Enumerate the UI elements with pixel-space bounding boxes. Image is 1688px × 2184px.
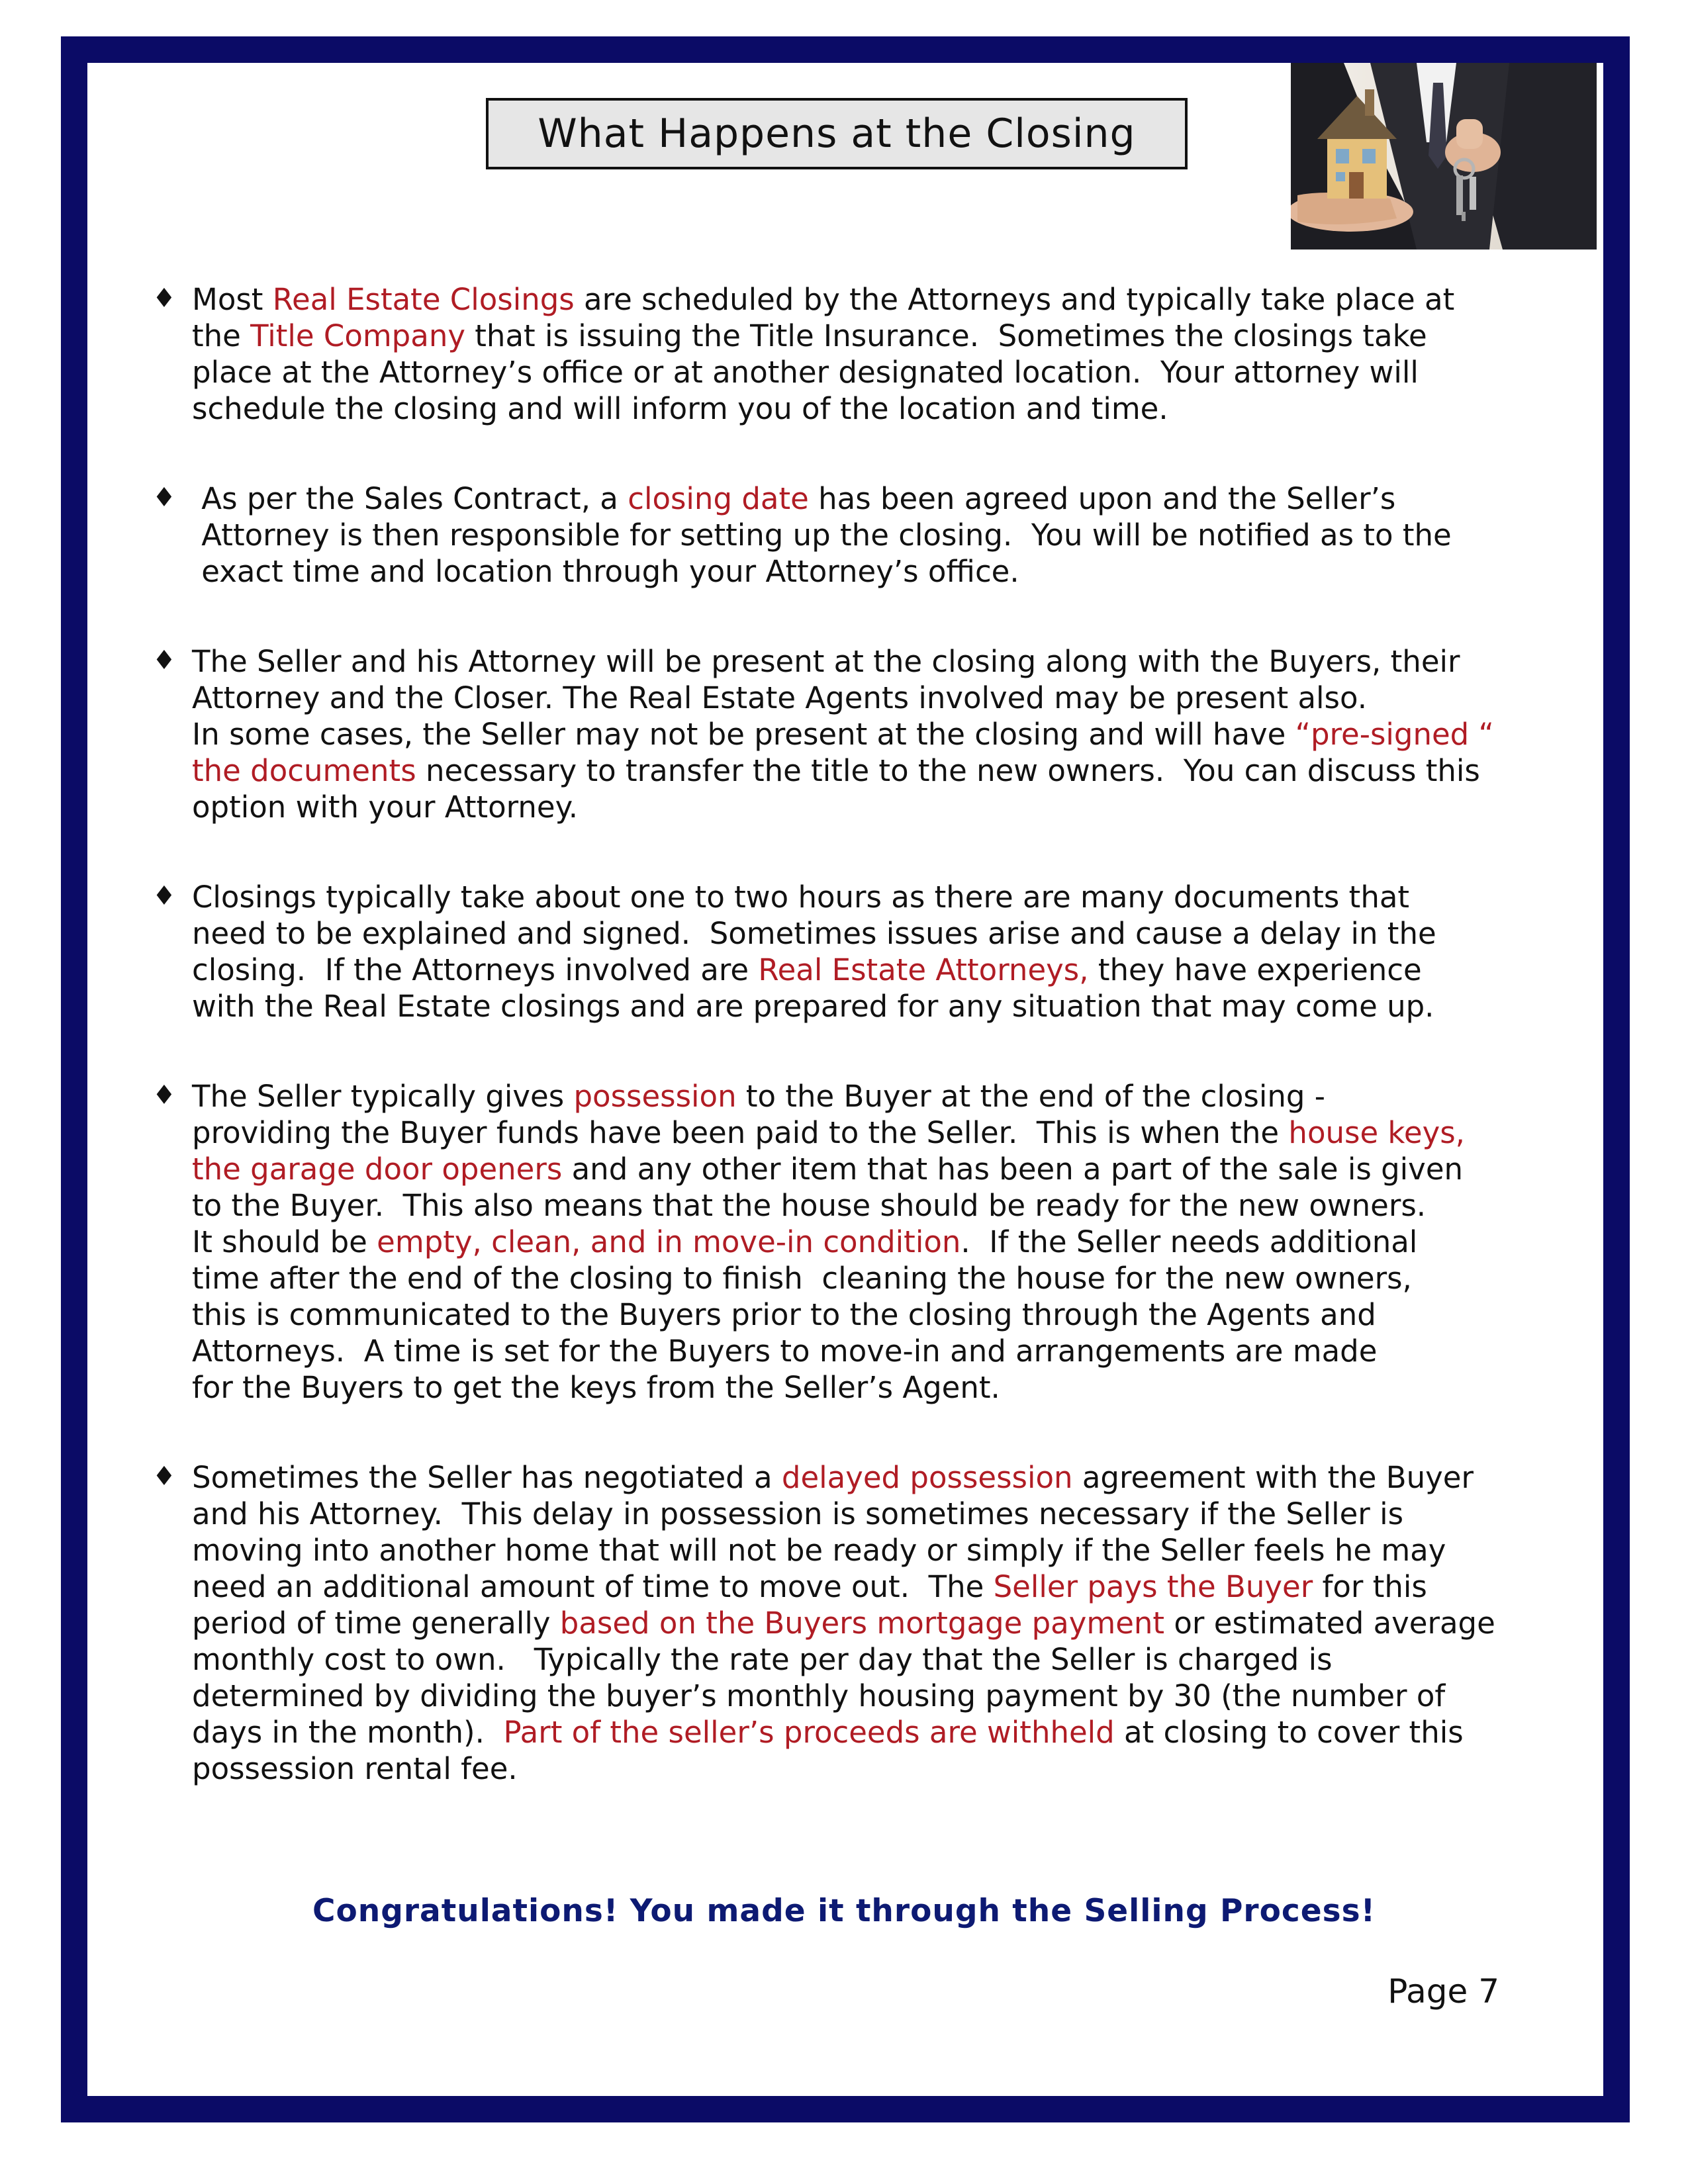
text-segment: that is issuing the Title Insurance. Sometimes the closings take xyxy=(465,318,1427,353)
text-segment: need to be explained and signed. Sometimes issues arise and cause a delay in the xyxy=(192,916,1436,951)
title-box xyxy=(486,98,1188,169)
bullet-line xyxy=(192,517,1546,553)
text-segment: has been agreed upon and the Seller’s xyxy=(808,481,1396,516)
highlighted-term: Real Estate Closings xyxy=(272,282,575,317)
bullet-line xyxy=(192,553,1546,590)
highlighted-term: Title Company xyxy=(250,318,465,353)
text-segment: to the Buyer. This also means that the house should be ready for the new owners. xyxy=(192,1188,1427,1223)
text-segment: It should be xyxy=(192,1224,377,1259)
bullet-line xyxy=(192,1641,1546,1678)
bullet-line xyxy=(192,1224,1546,1260)
text-segment: monthly cost to own. Typically the rate per day that the Seller is charged is xyxy=(192,1642,1333,1677)
bullet-line xyxy=(192,1459,1546,1496)
highlighted-term: the garage door openers xyxy=(192,1152,563,1187)
bullet-line xyxy=(192,390,1546,427)
highlighted-term: Real Estate Attorneys, xyxy=(758,952,1089,987)
bullet-line xyxy=(192,1115,1546,1151)
text-segment: Attorney is then responsible for setting up the closing. You will be notified as to the xyxy=(192,518,1452,553)
text-segment: time after the end of the closing to finish cleaning the house for the new owners, xyxy=(192,1261,1412,1296)
text-segment: Sometimes the Seller has negotiated a xyxy=(192,1460,782,1495)
bullet-line xyxy=(192,789,1546,825)
diamond-bullet-icon: ♦ xyxy=(152,283,176,314)
text-segment: and his Attorney. This delay in possession is sometimes necessary if the Seller is xyxy=(192,1496,1404,1531)
bullet-line xyxy=(192,915,1546,952)
bullet-line xyxy=(192,1260,1546,1297)
bullet-item xyxy=(149,1459,1546,1787)
text-segment: place at the Attorney’s office or at another designated location. Your attorney will xyxy=(192,355,1419,390)
text-segment: with the Real Estate closings and are prepared for any situation that may come up. xyxy=(192,989,1434,1024)
diamond-bullet-icon: ♦ xyxy=(152,645,176,676)
highlighted-term: possession xyxy=(573,1079,737,1114)
text-segment: possession rental fee. xyxy=(192,1751,518,1786)
text-segment: at closing to cover this xyxy=(1114,1715,1464,1750)
highlighted-term: the documents xyxy=(192,753,416,788)
text-segment: the xyxy=(192,318,251,353)
bullet-line xyxy=(192,1297,1546,1333)
text-segment: are scheduled by the Attorneys and typically take place at xyxy=(574,282,1455,317)
highlighted-term: “pre-signed “ xyxy=(1295,717,1494,752)
text-segment: exact time and location through your Attorney’s office. xyxy=(192,554,1019,589)
text-segment: period of time generally xyxy=(192,1606,560,1641)
text-segment: schedule the closing and will inform you of the location and time. xyxy=(192,391,1168,426)
bullet-line xyxy=(192,680,1546,716)
text-segment: agreement with the Buyer xyxy=(1072,1460,1474,1495)
text-segment: The Seller and his Attorney will be present at the closing along with the Buyers, their xyxy=(192,644,1460,679)
text-segment: As per the Sales Contract, a xyxy=(192,481,628,516)
text-segment: Attorneys. A time is set for the Buyers to move-in and arrangements are made xyxy=(192,1334,1378,1369)
bullet-line xyxy=(192,1751,1546,1787)
bullet-line xyxy=(192,1605,1546,1641)
bullet-line xyxy=(192,879,1546,915)
text-segment: to the Buyer at the end of the closing - xyxy=(736,1079,1325,1114)
text-segment: Most xyxy=(192,282,273,317)
text-segment: In some cases, the Seller may not be present at the closing and will have xyxy=(192,717,1295,752)
text-segment: Attorney and the Closer. The Real Estate Agents involved may be present also. xyxy=(192,680,1368,715)
bullet-line xyxy=(192,1369,1546,1406)
text-segment: for this xyxy=(1313,1569,1427,1604)
bullet-line xyxy=(192,1678,1546,1714)
bullet-line xyxy=(192,752,1546,789)
bullet-line xyxy=(192,318,1546,354)
highlighted-term: Part of the seller’s proceeds are withheld xyxy=(503,1715,1115,1750)
bullet-item xyxy=(149,480,1546,590)
page-title: What Happens at the Closing xyxy=(538,111,1136,157)
bullet-item xyxy=(149,879,1546,1024)
congratulations-line: Congratulations! You made it through the Selling Process! xyxy=(312,1893,1376,1929)
text-segment: need an additional amount of time to move out. The xyxy=(192,1569,994,1604)
text-segment: and any other item that has been a part of the sale is given xyxy=(562,1152,1464,1187)
highlighted-term: empty, clean, and in move-in condition xyxy=(377,1224,961,1259)
hand-holding-house-and-keys-icon xyxy=(1291,63,1597,250)
bullet-item xyxy=(149,643,1546,825)
bullet-line xyxy=(192,1569,1546,1605)
text-segment: . If the Seller needs additional xyxy=(961,1224,1418,1259)
text-segment: they have experience xyxy=(1088,952,1422,987)
text-segment: days in the month). xyxy=(192,1715,504,1750)
text-segment: closing. If the Attorneys involved are xyxy=(192,952,759,987)
highlighted-term: house keys, xyxy=(1288,1115,1465,1150)
diamond-bullet-icon: ♦ xyxy=(152,881,176,911)
text-segment: providing the Buyer funds have been paid to the Seller. This is when the xyxy=(192,1115,1289,1150)
text-segment: necessary to transfer the title to the new owners. You can discuss this xyxy=(416,753,1480,788)
bullet-item xyxy=(149,1078,1546,1406)
bullet-line xyxy=(192,354,1546,390)
bullet-line xyxy=(192,1151,1546,1187)
page-number: Page 7 xyxy=(1387,1972,1499,2011)
text-segment: this is communicated to the Buyers prior to the closing through the Agents and xyxy=(192,1297,1376,1332)
bullet-line xyxy=(192,988,1546,1024)
bullet-line xyxy=(192,281,1546,318)
house-keys-photo xyxy=(1291,63,1597,250)
bullet-line xyxy=(192,643,1546,680)
bullet-line xyxy=(192,1078,1546,1115)
bullet-list xyxy=(149,281,1546,1841)
highlighted-term: delayed possession xyxy=(781,1460,1073,1495)
bullet-line xyxy=(192,716,1546,752)
bullet-line xyxy=(192,1496,1546,1532)
text-segment: or estimated average xyxy=(1164,1606,1495,1641)
text-segment: moving into another home that will not be ready or simply if the Seller feels he may xyxy=(192,1533,1446,1568)
bullet-line xyxy=(192,480,1546,517)
bullet-line xyxy=(192,1532,1546,1569)
bullet-item xyxy=(149,281,1546,427)
text-segment: The Seller typically gives xyxy=(192,1079,574,1114)
highlighted-term: Seller pays the Buyer xyxy=(993,1569,1313,1604)
text-segment: for the Buyers to get the keys from the Seller’s Agent. xyxy=(192,1370,1000,1405)
text-segment: determined by dividing the buyer’s monthly housing payment by 30 (the number of xyxy=(192,1678,1446,1713)
bullet-line xyxy=(192,952,1546,988)
text-segment: Closings typically take about one to two hours as there are many documents that xyxy=(192,880,1410,915)
bullet-line xyxy=(192,1333,1546,1369)
diamond-bullet-icon: ♦ xyxy=(152,1461,176,1492)
highlighted-term: closing date xyxy=(628,481,809,516)
diamond-bullet-icon: ♦ xyxy=(152,482,176,513)
highlighted-term: based on the Buyers mortgage payment xyxy=(559,1606,1165,1641)
bullet-line xyxy=(192,1187,1546,1224)
diamond-bullet-icon: ♦ xyxy=(152,1080,176,1111)
text-segment: option with your Attorney. xyxy=(192,790,579,825)
bullet-line xyxy=(192,1714,1546,1751)
